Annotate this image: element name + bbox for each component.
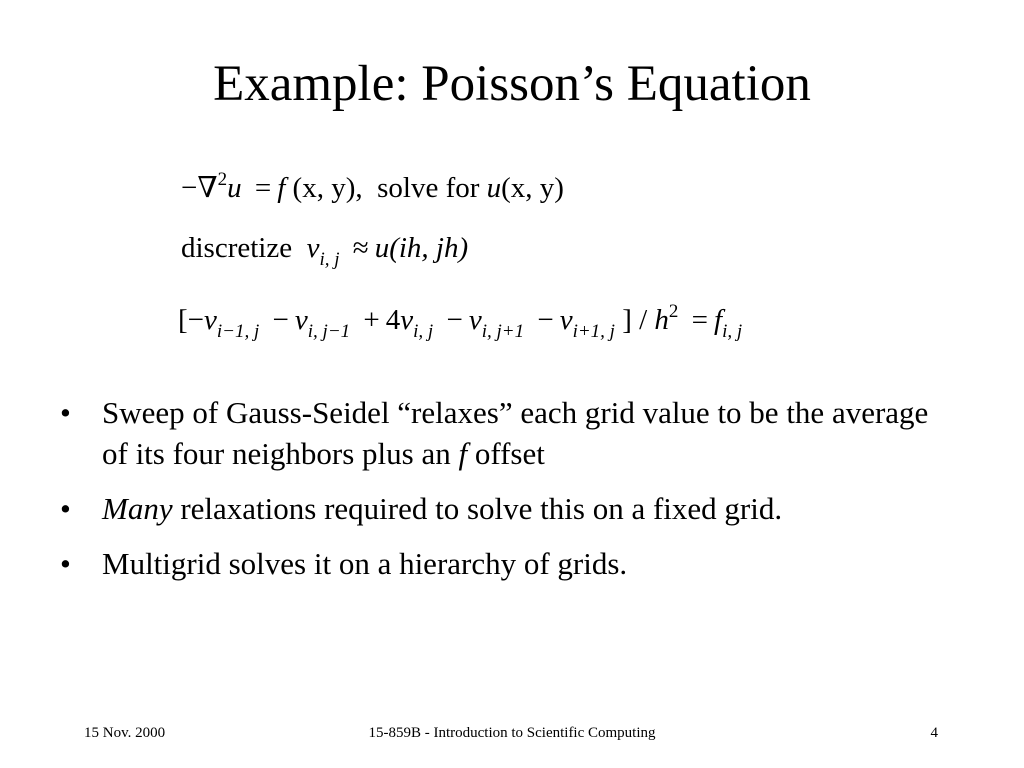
eq3-t1: v	[204, 304, 217, 336]
eq3-equals: =	[691, 304, 709, 336]
eq1-u: u	[227, 172, 242, 204]
eq3-t3: v	[400, 304, 414, 336]
eq3-t2sub: i, j−1	[307, 321, 351, 342]
eq2-v: v	[306, 232, 320, 264]
eq2-approx: ≈	[352, 232, 369, 264]
eq1-sup: 2	[217, 169, 228, 190]
eq3-t5sub: i+1, j	[572, 321, 615, 342]
eq3-plus: +	[363, 304, 380, 336]
eq3-t1sub: i−1, j	[216, 321, 260, 342]
slide-title: Example: Poisson’s Equation	[213, 56, 811, 112]
eq3-t4: v	[468, 304, 482, 336]
equation-poisson	[181, 170, 564, 206]
bullet-2-after: relaxations required to solve this on a fixed grid.	[172, 491, 783, 526]
bullet-1-italic: f	[458, 436, 468, 471]
bullet-2-italic: Many	[102, 491, 173, 526]
eq3-t5: v	[559, 304, 573, 336]
bullet-marker: •	[60, 395, 71, 430]
eq1-args: (x, y),	[292, 172, 363, 204]
footer-date: 15 Nov. 2000	[84, 725, 166, 741]
eq3-coef: 4	[385, 304, 401, 336]
bullet-many-relaxations	[60, 488, 960, 529]
bullet-list	[60, 392, 960, 598]
equation-discretize	[181, 230, 469, 270]
eq3-h: h	[654, 304, 669, 336]
eq1-u2: u	[486, 172, 502, 204]
eq1-lhs: −∇	[181, 172, 218, 204]
eq2-args: (ih, jh)	[389, 232, 469, 264]
equation-stencil	[178, 301, 743, 342]
footer-page-number: 4	[930, 725, 938, 741]
eq3-t2: v	[294, 304, 308, 336]
eq3-f: f	[714, 304, 723, 336]
eq3-minus1: −	[272, 304, 289, 336]
eq3-hsup: 2	[668, 301, 679, 322]
eq2-u: u	[374, 232, 390, 264]
bullet-marker: •	[60, 546, 71, 581]
eq1-text: solve for	[377, 172, 480, 204]
bullet-multigrid	[60, 543, 960, 584]
eq2-sub: i, j	[319, 249, 340, 270]
bullet-marker: •	[60, 491, 71, 526]
eq3-minus3: −	[537, 304, 554, 336]
eq3-t4sub: i, j+1	[481, 321, 525, 342]
bullet-gauss-seidel	[60, 392, 960, 474]
eq3-fsub: i, j	[722, 321, 743, 342]
bullet-3-text: Multigrid solves it on a hierarchy of grids.	[102, 546, 628, 581]
eq3-t3sub: i, j	[413, 321, 434, 342]
eq3-open: [−	[178, 304, 205, 336]
footer-course: 15-859B - Introduction to Scientific Computing	[368, 725, 656, 741]
eq1-equals: =	[254, 172, 272, 204]
eq2-text: discretize	[181, 232, 293, 264]
eq3-minus2: −	[446, 304, 463, 336]
bullet-1-text: Sweep of Gauss-Seidel “relaxes” each grid value to be the average of its four neighbors plus an	[102, 395, 929, 471]
eq3-close: ] /	[622, 304, 655, 336]
bullet-1-after: offset	[467, 436, 545, 471]
eq1-args2: (x, y)	[501, 172, 564, 204]
eq1-f: f	[277, 172, 286, 204]
